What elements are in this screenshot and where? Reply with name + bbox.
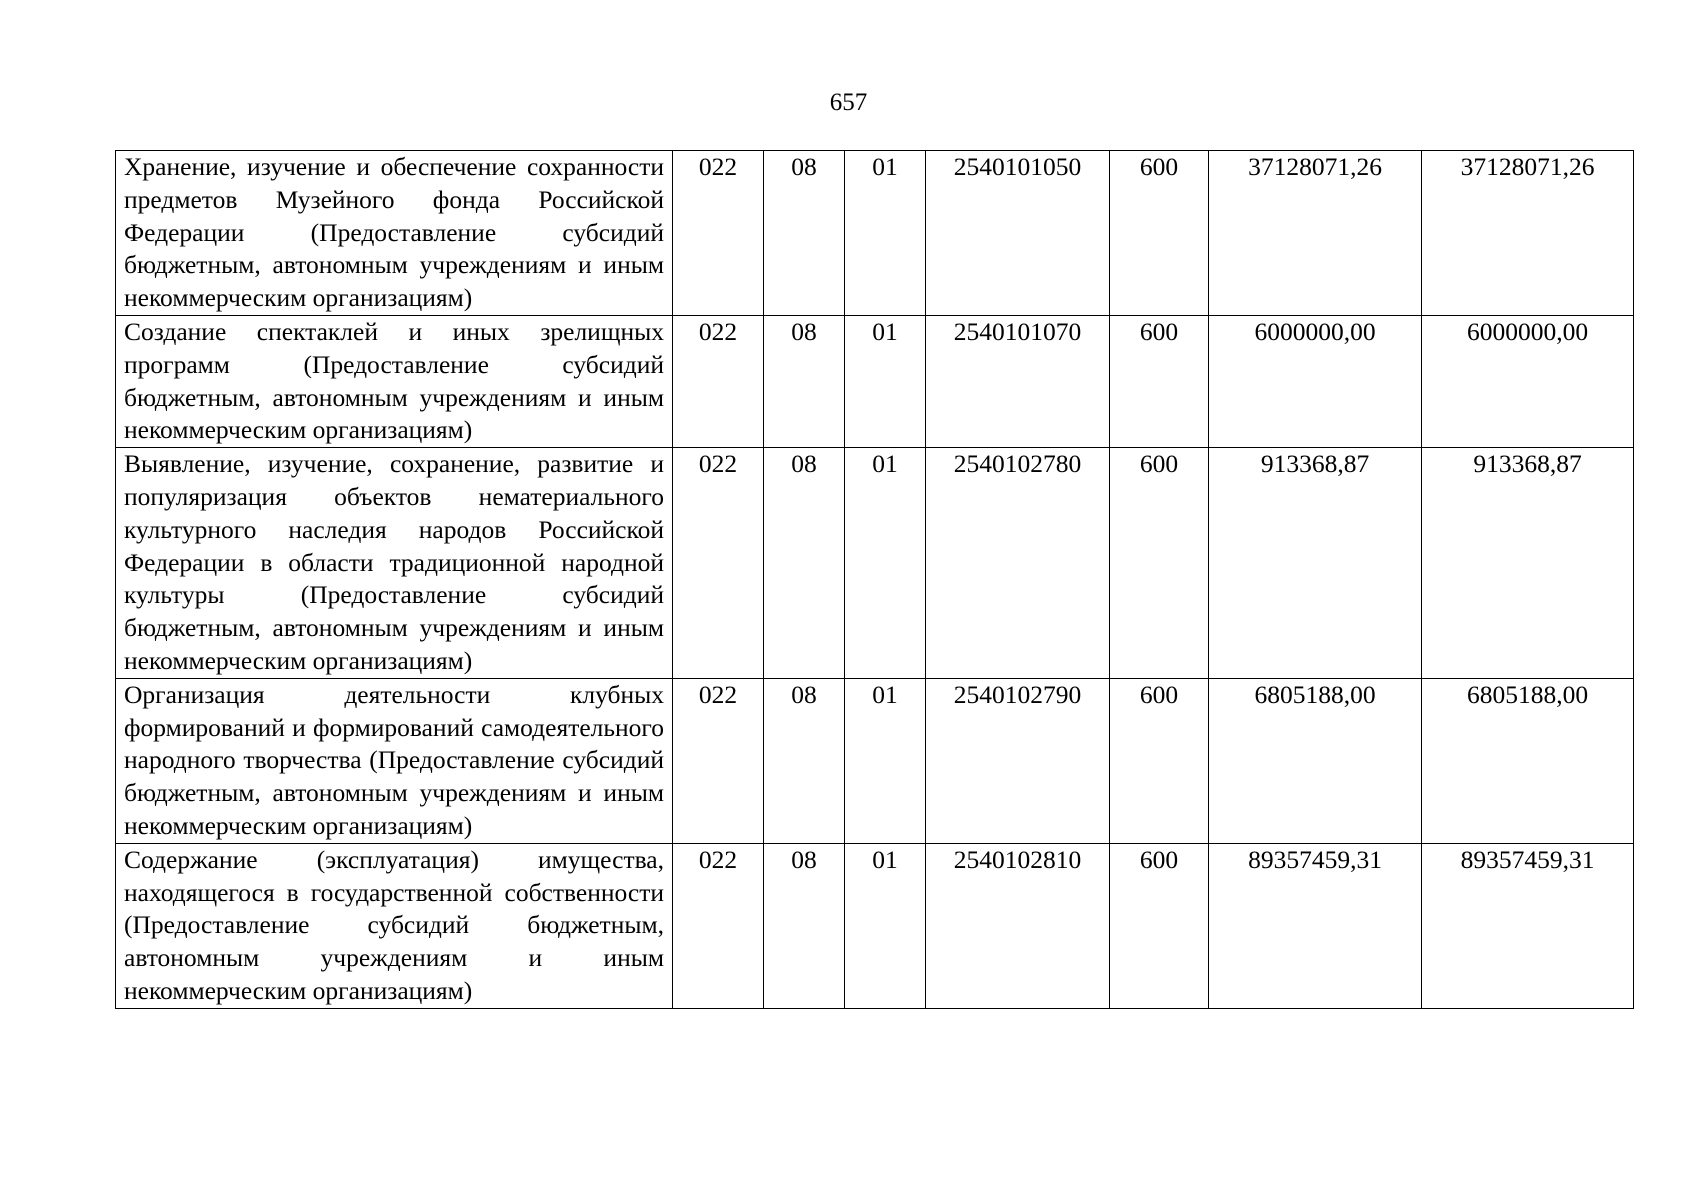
table-row [116, 678, 1634, 843]
row-amount-2: 37128071,26 [1422, 151, 1634, 316]
page-number: 657 [829, 89, 868, 116]
row-subsection-code: 01 [845, 151, 926, 316]
row-subsection-code: 01 [845, 315, 926, 447]
row-amount-2: 6805188,00 [1422, 678, 1634, 843]
row-section-code: 08 [764, 315, 845, 447]
row-amount-1: 6000000,00 [1209, 315, 1422, 447]
row-subsection-code: 01 [845, 843, 926, 1008]
row-expense-type: 600 [1110, 843, 1209, 1008]
table-row [116, 151, 1634, 316]
row-amount-2: 913368,87 [1422, 448, 1634, 679]
row-subsection-code: 01 [845, 678, 926, 843]
row-section-code: 08 [764, 448, 845, 679]
row-expense-type: 600 [1110, 315, 1209, 447]
table-row [116, 315, 1634, 447]
row-amount-1: 37128071,26 [1209, 151, 1422, 316]
row-description: Содержание (эксплуатация) имущества, находящегося в государственной собственности (Предоставление субсидий бюджетным, автономным учреждениям и иным некоммерческим организациям) [116, 843, 673, 1008]
row-grbs-code: 022 [673, 448, 764, 679]
row-subsection-code: 01 [845, 448, 926, 679]
row-target-article: 2540102790 [926, 678, 1110, 843]
table-row [116, 843, 1634, 1008]
budget-table [115, 150, 1634, 1009]
row-description: Выявление, изучение, сохранение, развитие и популяризация объектов нематериального культурного наследия народов Российской Федерации в области традиционной народной культуры (Предоставление субсидий бюджетным, автономным учреждениям и иным некоммерческим организациям) [116, 448, 673, 679]
table-row [116, 448, 1634, 679]
row-amount-2: 89357459,31 [1422, 843, 1634, 1008]
row-amount-1: 6805188,00 [1209, 678, 1422, 843]
row-grbs-code: 022 [673, 843, 764, 1008]
row-grbs-code: 022 [673, 151, 764, 316]
row-expense-type: 600 [1110, 448, 1209, 679]
row-section-code: 08 [764, 151, 845, 316]
row-amount-1: 89357459,31 [1209, 843, 1422, 1008]
row-grbs-code: 022 [673, 678, 764, 843]
row-section-code: 08 [764, 843, 845, 1008]
row-description: Организация деятельности клубных формирований и формирований самодеятельного народного творчества (Предоставление субсидий бюджетным, автономным учреждениям и иным некоммерческим организациям) [116, 678, 673, 843]
row-amount-2: 6000000,00 [1422, 315, 1634, 447]
row-section-code: 08 [764, 678, 845, 843]
row-expense-type: 600 [1110, 151, 1209, 316]
row-target-article: 2540102780 [926, 448, 1110, 679]
row-target-article: 2540101050 [926, 151, 1110, 316]
row-target-article: 2540101070 [926, 315, 1110, 447]
row-description: Создание спектаклей и иных зрелищных программ (Предоставление субсидий бюджетным, автономным учреждениям и иным некоммерческим организациям) [116, 315, 673, 447]
row-description: Хранение, изучение и обеспечение сохранности предметов Музейного фонда Российской Федерации (Предоставление субсидий бюджетным, автономным учреждениям и иным некоммерческим организациям) [116, 151, 673, 316]
row-target-article: 2540102810 [926, 843, 1110, 1008]
row-expense-type: 600 [1110, 678, 1209, 843]
row-amount-1: 913368,87 [1209, 448, 1422, 679]
row-grbs-code: 022 [673, 315, 764, 447]
